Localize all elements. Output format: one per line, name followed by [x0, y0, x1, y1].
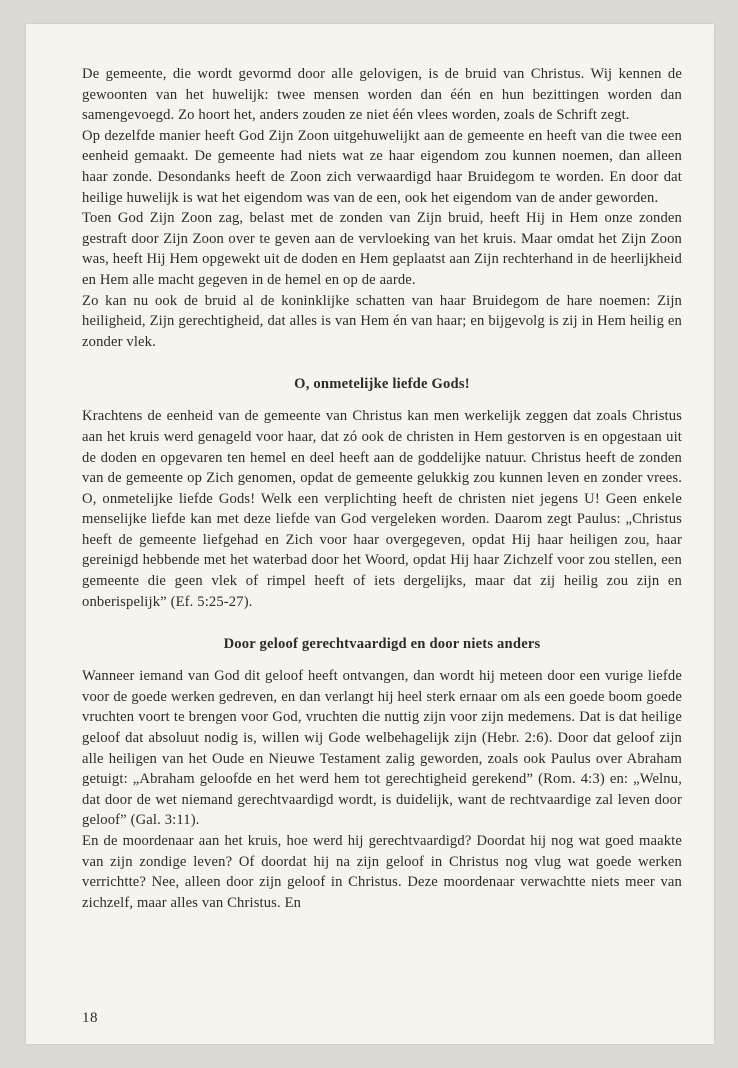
intro-paragraph: Toen God Zijn Zoon zag, belast met de zonden van Zijn bruid, heeft Hij in Hem onze zonden gestraft door Zijn Zoon over te geven aan de vervloeking van het kruis. Maar omdat het Zijn Zoon was, heeft Hij Hem opgewekt uit de doden en Hem geplaatst aan Zijn rechterhand in de heerlijkheid en Hem alle macht gegeven in de hemel en op de aarde. [82, 210, 682, 288]
intro-paragraph: Zo kan nu ook de bruid al de koninklijke schatten van haar Bruidegom de hare noemen: Zijn heiligheid, Zijn gerechtigheid, dat alles is van Hem én van haar; en bijgevolg is zij in Hem heilig en zonder vlek. [82, 292, 682, 350]
intro-paragraph: Op dezelfde manier heeft God Zijn Zoon uitgehuwelijkt aan de gemeente en heeft van die twee een eenheid gemaakt. De gemeente had niets wat ze haar eigendom zou kunnen noemen, dan alleen haar zonde. Desondanks heeft de Zoon zich verwaardigd haar Bruidegom te worden. En door dat heilige huwelijk is wat het eigendom was van de een, ook het eigendom van de ander geworden. [82, 127, 682, 206]
section-heading: Door geloof gerechtvaardigd en door niets anders [223, 636, 541, 653]
intro-paragraph: De gemeente, die wordt gevormd door alle gelovigen, is de bruid van Christus. Wij kennen de gewoonten van het huwelijk: twee mensen worden dan één en hun bezittingen worden dan samengevoegd. Zo hoort het, anders zouden ze niet één vlees worden, zoals de Schrift zegt. [82, 66, 682, 124]
section-heading: O, onmetelijke liefde Gods! [294, 376, 470, 393]
page-content [82, 64, 682, 913]
section-paragraph: Krachtens de eenheid van de gemeente van Christus kan men werkelijk zeggen dat zoals Christus aan het kruis werd genageld voor haar, dat zó ook de christen in Hem gestorven is en opgestaan uit de doden en opgevaren ten hemel en deel heeft aan de goddelijke natuur. Christus heeft de zonden van de gemeente op Zich genomen, opdat de gemeente gelukkig zou kunnen leven en zonder vrees. O, onmetelijke liefde Gods! Welk een verplichting heeft de christen niet jegens U! Geen enkele menselijke liefde kan met deze liefde van God vergeleken worden. Daarom zegt Paulus: „Christus heeft de gemeente liefgehad en Zich voor haar overgegeven, opdat Hij haar heiligen zou, haar gereinigd hebbende met het waterbad door het Woord, opdat Hij haar Zichzelf voor zou stellen, een gemeente die geen vlek of rimpel heeft of iets dergelijks, maar dat zij heilig zou zijn en onberispelijk” (Ef. 5:25-27). [82, 408, 682, 610]
page-number: 18 [82, 1010, 98, 1026]
book-page [26, 24, 714, 1044]
section-paragraph: Wanneer iemand van God dit geloof heeft ontvangen, dan wordt hij meteen door een vurige liefde voor de goede werken gedreven, en dan verlangt hij heel sterk ernaar om als een goede boom goede vruchten voort te brengen voor God, vruchten die nuttig zijn voor zijn medemens. Dat is dat heilige geloof dat absoluut nodig is, willen wij Gode welbehagelijk zijn (Hebr. 2:6). Door dat geloof zijn alle heiligen van het Oude en Nieuwe Testament zalig geworden, zoals ook Paulus over Abraham getuigt: „Abraham geloofde en het werd hem tot gerechtigheid gerekend” (Rom. 4:3) en: „Welnu, dat door de wet niemand gerechtvaardigd wordt, is duidelijk, want de rechtvaardige zal leven door geloof” (Gal. 3:11). [82, 668, 682, 829]
section-paragraph: En de moordenaar aan het kruis, hoe werd hij gerechtvaardigd? Doordat hij nog wat goed maakte van zijn zondige leven? Of doordat hij na zijn geloof in Christus nog vlug wat goede werken verrichtte? Nee, alleen door zijn geloof in Christus. Deze moordenaar verwachtte niets meer van zichzelf, maar alles van Christus. En [82, 833, 682, 911]
